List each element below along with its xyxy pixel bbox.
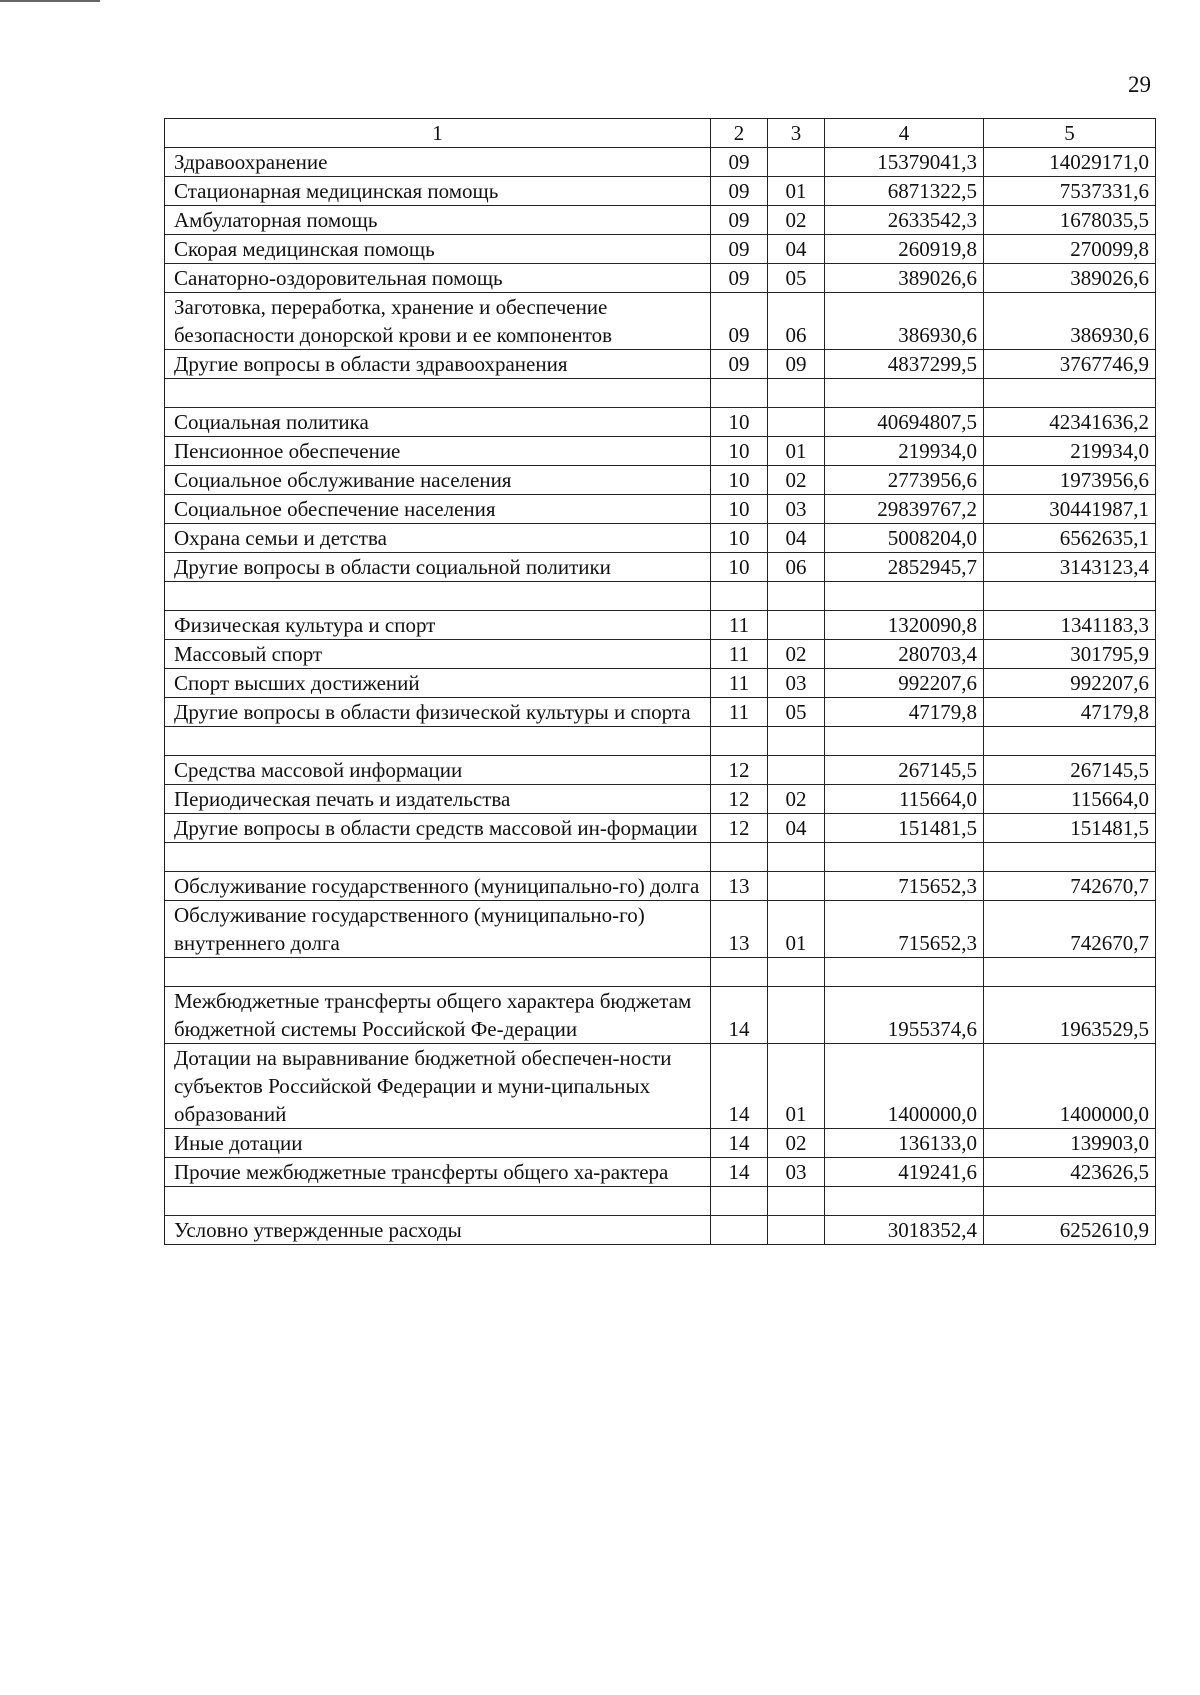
table-row	[165, 1216, 1156, 1245]
row-section: 13	[711, 901, 768, 958]
row-value-1: 386930,6	[825, 293, 984, 350]
row-value-1: 29839767,2	[825, 495, 984, 524]
row-value-1: 992207,6	[825, 669, 984, 698]
row-value-1: 260919,8	[825, 235, 984, 264]
row-section: 10	[711, 466, 768, 495]
row-name	[165, 582, 711, 611]
row-value-1	[825, 379, 984, 408]
row-value-2: 386930,6	[984, 293, 1156, 350]
row-subsection: 06	[768, 553, 825, 582]
row-value-1: 1955374,6	[825, 987, 984, 1044]
table-row	[165, 698, 1156, 727]
table-row	[165, 206, 1156, 235]
row-section: 10	[711, 495, 768, 524]
row-subsection: 01	[768, 177, 825, 206]
row-section	[711, 727, 768, 756]
row-value-1: 151481,5	[825, 814, 984, 843]
row-value-2	[984, 582, 1156, 611]
row-value-1: 1400000,0	[825, 1044, 984, 1129]
row-subsection	[768, 582, 825, 611]
row-subsection: 01	[768, 901, 825, 958]
row-name	[165, 843, 711, 872]
row-value-2: 139903,0	[984, 1129, 1156, 1158]
row-subsection	[768, 148, 825, 177]
row-value-1: 4837299,5	[825, 350, 984, 379]
row-name	[165, 1187, 711, 1216]
table-row	[165, 901, 1156, 958]
row-section: 09	[711, 264, 768, 293]
row-section: 12	[711, 785, 768, 814]
row-value-2: 992207,6	[984, 669, 1156, 698]
row-value-1	[825, 727, 984, 756]
blank-row	[165, 582, 1156, 611]
row-value-1: 47179,8	[825, 698, 984, 727]
row-section	[711, 379, 768, 408]
row-name: Средства массовой информации	[165, 756, 711, 785]
row-name: Прочие межбюджетные трансферты общего ха-рактера	[165, 1158, 711, 1187]
row-subsection	[768, 987, 825, 1044]
row-subsection: 02	[768, 1129, 825, 1158]
row-name: Охрана семьи и детства	[165, 524, 711, 553]
row-value-1: 1320090,8	[825, 611, 984, 640]
row-value-1: 40694807,5	[825, 408, 984, 437]
row-value-2: 389026,6	[984, 264, 1156, 293]
row-section: 14	[711, 1158, 768, 1187]
row-section: 10	[711, 408, 768, 437]
row-name: Пенсионное обеспечение	[165, 437, 711, 466]
row-subsection: 04	[768, 524, 825, 553]
row-value-2: 301795,9	[984, 640, 1156, 669]
table-row	[165, 1044, 1156, 1129]
row-name: Физическая культура и спорт	[165, 611, 711, 640]
table-row	[165, 408, 1156, 437]
table-row	[165, 524, 1156, 553]
table-row	[165, 495, 1156, 524]
row-section: 11	[711, 698, 768, 727]
row-subsection: 06	[768, 293, 825, 350]
row-value-2	[984, 379, 1156, 408]
row-name: Стационарная медицинская помощь	[165, 177, 711, 206]
table-row	[165, 437, 1156, 466]
table-row	[165, 177, 1156, 206]
row-subsection: 04	[768, 235, 825, 264]
row-value-2: 270099,8	[984, 235, 1156, 264]
row-subsection	[768, 379, 825, 408]
row-subsection: 02	[768, 785, 825, 814]
row-value-2: 6562635,1	[984, 524, 1156, 553]
row-subsection	[768, 1216, 825, 1245]
row-section: 12	[711, 814, 768, 843]
row-section: 13	[711, 872, 768, 901]
table-row	[165, 553, 1156, 582]
row-name	[165, 379, 711, 408]
row-name	[165, 958, 711, 987]
row-subsection: 03	[768, 495, 825, 524]
row-value-2: 267145,5	[984, 756, 1156, 785]
row-section: 10	[711, 437, 768, 466]
row-section: 14	[711, 1129, 768, 1158]
table-row	[165, 785, 1156, 814]
row-section: 09	[711, 148, 768, 177]
table-row	[165, 350, 1156, 379]
row-section	[711, 843, 768, 872]
row-value-2: 219934,0	[984, 437, 1156, 466]
row-subsection: 02	[768, 640, 825, 669]
table-row	[165, 814, 1156, 843]
row-value-2: 742670,7	[984, 901, 1156, 958]
row-name: Другие вопросы в области социальной политики	[165, 553, 711, 582]
top-rule	[0, 0, 100, 2]
row-name: Спорт высших достижений	[165, 669, 711, 698]
header-cell-3: 3	[768, 119, 825, 148]
row-subsection: 05	[768, 698, 825, 727]
row-value-2: 3767746,9	[984, 350, 1156, 379]
table-row	[165, 264, 1156, 293]
row-subsection: 03	[768, 669, 825, 698]
row-name: Социальная политика	[165, 408, 711, 437]
row-subsection: 03	[768, 1158, 825, 1187]
row-value-1: 115664,0	[825, 785, 984, 814]
row-section: 09	[711, 177, 768, 206]
table-row	[165, 148, 1156, 177]
row-name: Другие вопросы в области здравоохранения	[165, 350, 711, 379]
row-value-2: 742670,7	[984, 872, 1156, 901]
row-subsection	[768, 408, 825, 437]
row-section	[711, 1187, 768, 1216]
row-value-2: 7537331,6	[984, 177, 1156, 206]
row-value-2: 1341183,3	[984, 611, 1156, 640]
row-name: Социальное обеспечение населения	[165, 495, 711, 524]
table-row	[165, 987, 1156, 1044]
row-value-1: 267145,5	[825, 756, 984, 785]
row-name: Санаторно-оздоровительная помощь	[165, 264, 711, 293]
row-section: 11	[711, 640, 768, 669]
row-value-1: 219934,0	[825, 437, 984, 466]
row-section: 09	[711, 293, 768, 350]
blank-row	[165, 843, 1156, 872]
row-value-2: 3143123,4	[984, 553, 1156, 582]
row-value-1	[825, 843, 984, 872]
row-subsection	[768, 958, 825, 987]
row-name: Социальное обслуживание населения	[165, 466, 711, 495]
row-section: 09	[711, 350, 768, 379]
row-name: Скорая медицинская помощь	[165, 235, 711, 264]
table-row	[165, 1129, 1156, 1158]
row-value-1: 15379041,3	[825, 148, 984, 177]
table-row	[165, 611, 1156, 640]
row-value-1: 715652,3	[825, 872, 984, 901]
table-row	[165, 669, 1156, 698]
row-value-2: 115664,0	[984, 785, 1156, 814]
blank-row	[165, 379, 1156, 408]
page-number: 29	[1128, 72, 1151, 97]
row-subsection: 05	[768, 264, 825, 293]
row-subsection: 02	[768, 206, 825, 235]
row-value-2	[984, 843, 1156, 872]
row-name: Обслуживание государственного (муниципально-го) долга	[165, 872, 711, 901]
row-subsection	[768, 1187, 825, 1216]
row-subsection: 01	[768, 437, 825, 466]
header-cell-1: 1	[165, 119, 711, 148]
row-subsection	[768, 611, 825, 640]
row-value-2: 30441987,1	[984, 495, 1156, 524]
row-subsection	[768, 756, 825, 785]
row-name: Амбулаторная помощь	[165, 206, 711, 235]
row-value-2: 151481,5	[984, 814, 1156, 843]
row-value-1: 5008204,0	[825, 524, 984, 553]
row-value-1: 389026,6	[825, 264, 984, 293]
row-name	[165, 727, 711, 756]
row-subsection: 04	[768, 814, 825, 843]
row-value-1: 6871322,5	[825, 177, 984, 206]
blank-row	[165, 958, 1156, 987]
row-name: Другие вопросы в области средств массовой ин-формации	[165, 814, 711, 843]
row-name: Обслуживание государственного (муниципально-го) внутреннего долга	[165, 901, 711, 958]
row-name: Другие вопросы в области физической культуры и спорта	[165, 698, 711, 727]
row-section: 09	[711, 235, 768, 264]
row-section: 12	[711, 756, 768, 785]
row-value-2: 1963529,5	[984, 987, 1156, 1044]
row-value-2	[984, 958, 1156, 987]
row-value-2	[984, 727, 1156, 756]
row-name: Иные дотации	[165, 1129, 711, 1158]
table-row	[165, 1158, 1156, 1187]
row-value-1	[825, 958, 984, 987]
row-value-2: 1678035,5	[984, 206, 1156, 235]
row-subsection: 02	[768, 466, 825, 495]
row-section	[711, 582, 768, 611]
row-value-2: 6252610,9	[984, 1216, 1156, 1245]
row-name: Массовый спорт	[165, 640, 711, 669]
table-row	[165, 466, 1156, 495]
header-cell-2: 2	[711, 119, 768, 148]
budget-table	[164, 118, 1156, 1245]
row-section: 10	[711, 553, 768, 582]
row-subsection	[768, 872, 825, 901]
row-value-2: 423626,5	[984, 1158, 1156, 1187]
row-value-1: 3018352,4	[825, 1216, 984, 1245]
row-section: 11	[711, 669, 768, 698]
header-cell-4: 4	[825, 119, 984, 148]
table-row	[165, 293, 1156, 350]
table-row	[165, 756, 1156, 785]
row-section: 14	[711, 1044, 768, 1129]
row-value-1: 715652,3	[825, 901, 984, 958]
row-value-2: 1973956,6	[984, 466, 1156, 495]
row-name: Дотации на выравнивание бюджетной обеспечен-ности субъектов Российской Федерации и муни-ципальных образований	[165, 1044, 711, 1129]
table-row	[165, 872, 1156, 901]
header-row	[165, 119, 1156, 148]
row-name: Здравоохранение	[165, 148, 711, 177]
row-value-1: 419241,6	[825, 1158, 984, 1187]
row-value-1	[825, 582, 984, 611]
table-row	[165, 235, 1156, 264]
row-section: 11	[711, 611, 768, 640]
row-section: 14	[711, 987, 768, 1044]
row-value-1: 136133,0	[825, 1129, 984, 1158]
row-value-2: 14029171,0	[984, 148, 1156, 177]
row-value-2: 42341636,2	[984, 408, 1156, 437]
row-subsection	[768, 727, 825, 756]
row-section	[711, 958, 768, 987]
row-name: Условно утвержденные расходы	[165, 1216, 711, 1245]
row-value-2	[984, 1187, 1156, 1216]
row-value-2: 47179,8	[984, 698, 1156, 727]
row-name: Периодическая печать и издательства	[165, 785, 711, 814]
row-section: 09	[711, 206, 768, 235]
row-subsection: 09	[768, 350, 825, 379]
row-subsection	[768, 843, 825, 872]
row-section	[711, 1216, 768, 1245]
row-name: Заготовка, переработка, хранение и обеспечение безопасности донорской крови и ее компонентов	[165, 293, 711, 350]
row-subsection: 01	[768, 1044, 825, 1129]
row-value-2: 1400000,0	[984, 1044, 1156, 1129]
row-value-1: 2773956,6	[825, 466, 984, 495]
row-name: Межбюджетные трансферты общего характера бюджетам бюджетной системы Российской Фе-дерации	[165, 987, 711, 1044]
row-section: 10	[711, 524, 768, 553]
row-value-1: 280703,4	[825, 640, 984, 669]
header-cell-5: 5	[984, 119, 1156, 148]
blank-row	[165, 1187, 1156, 1216]
blank-row	[165, 727, 1156, 756]
row-value-1	[825, 1187, 984, 1216]
row-value-1: 2633542,3	[825, 206, 984, 235]
row-value-1: 2852945,7	[825, 553, 984, 582]
table-row	[165, 640, 1156, 669]
